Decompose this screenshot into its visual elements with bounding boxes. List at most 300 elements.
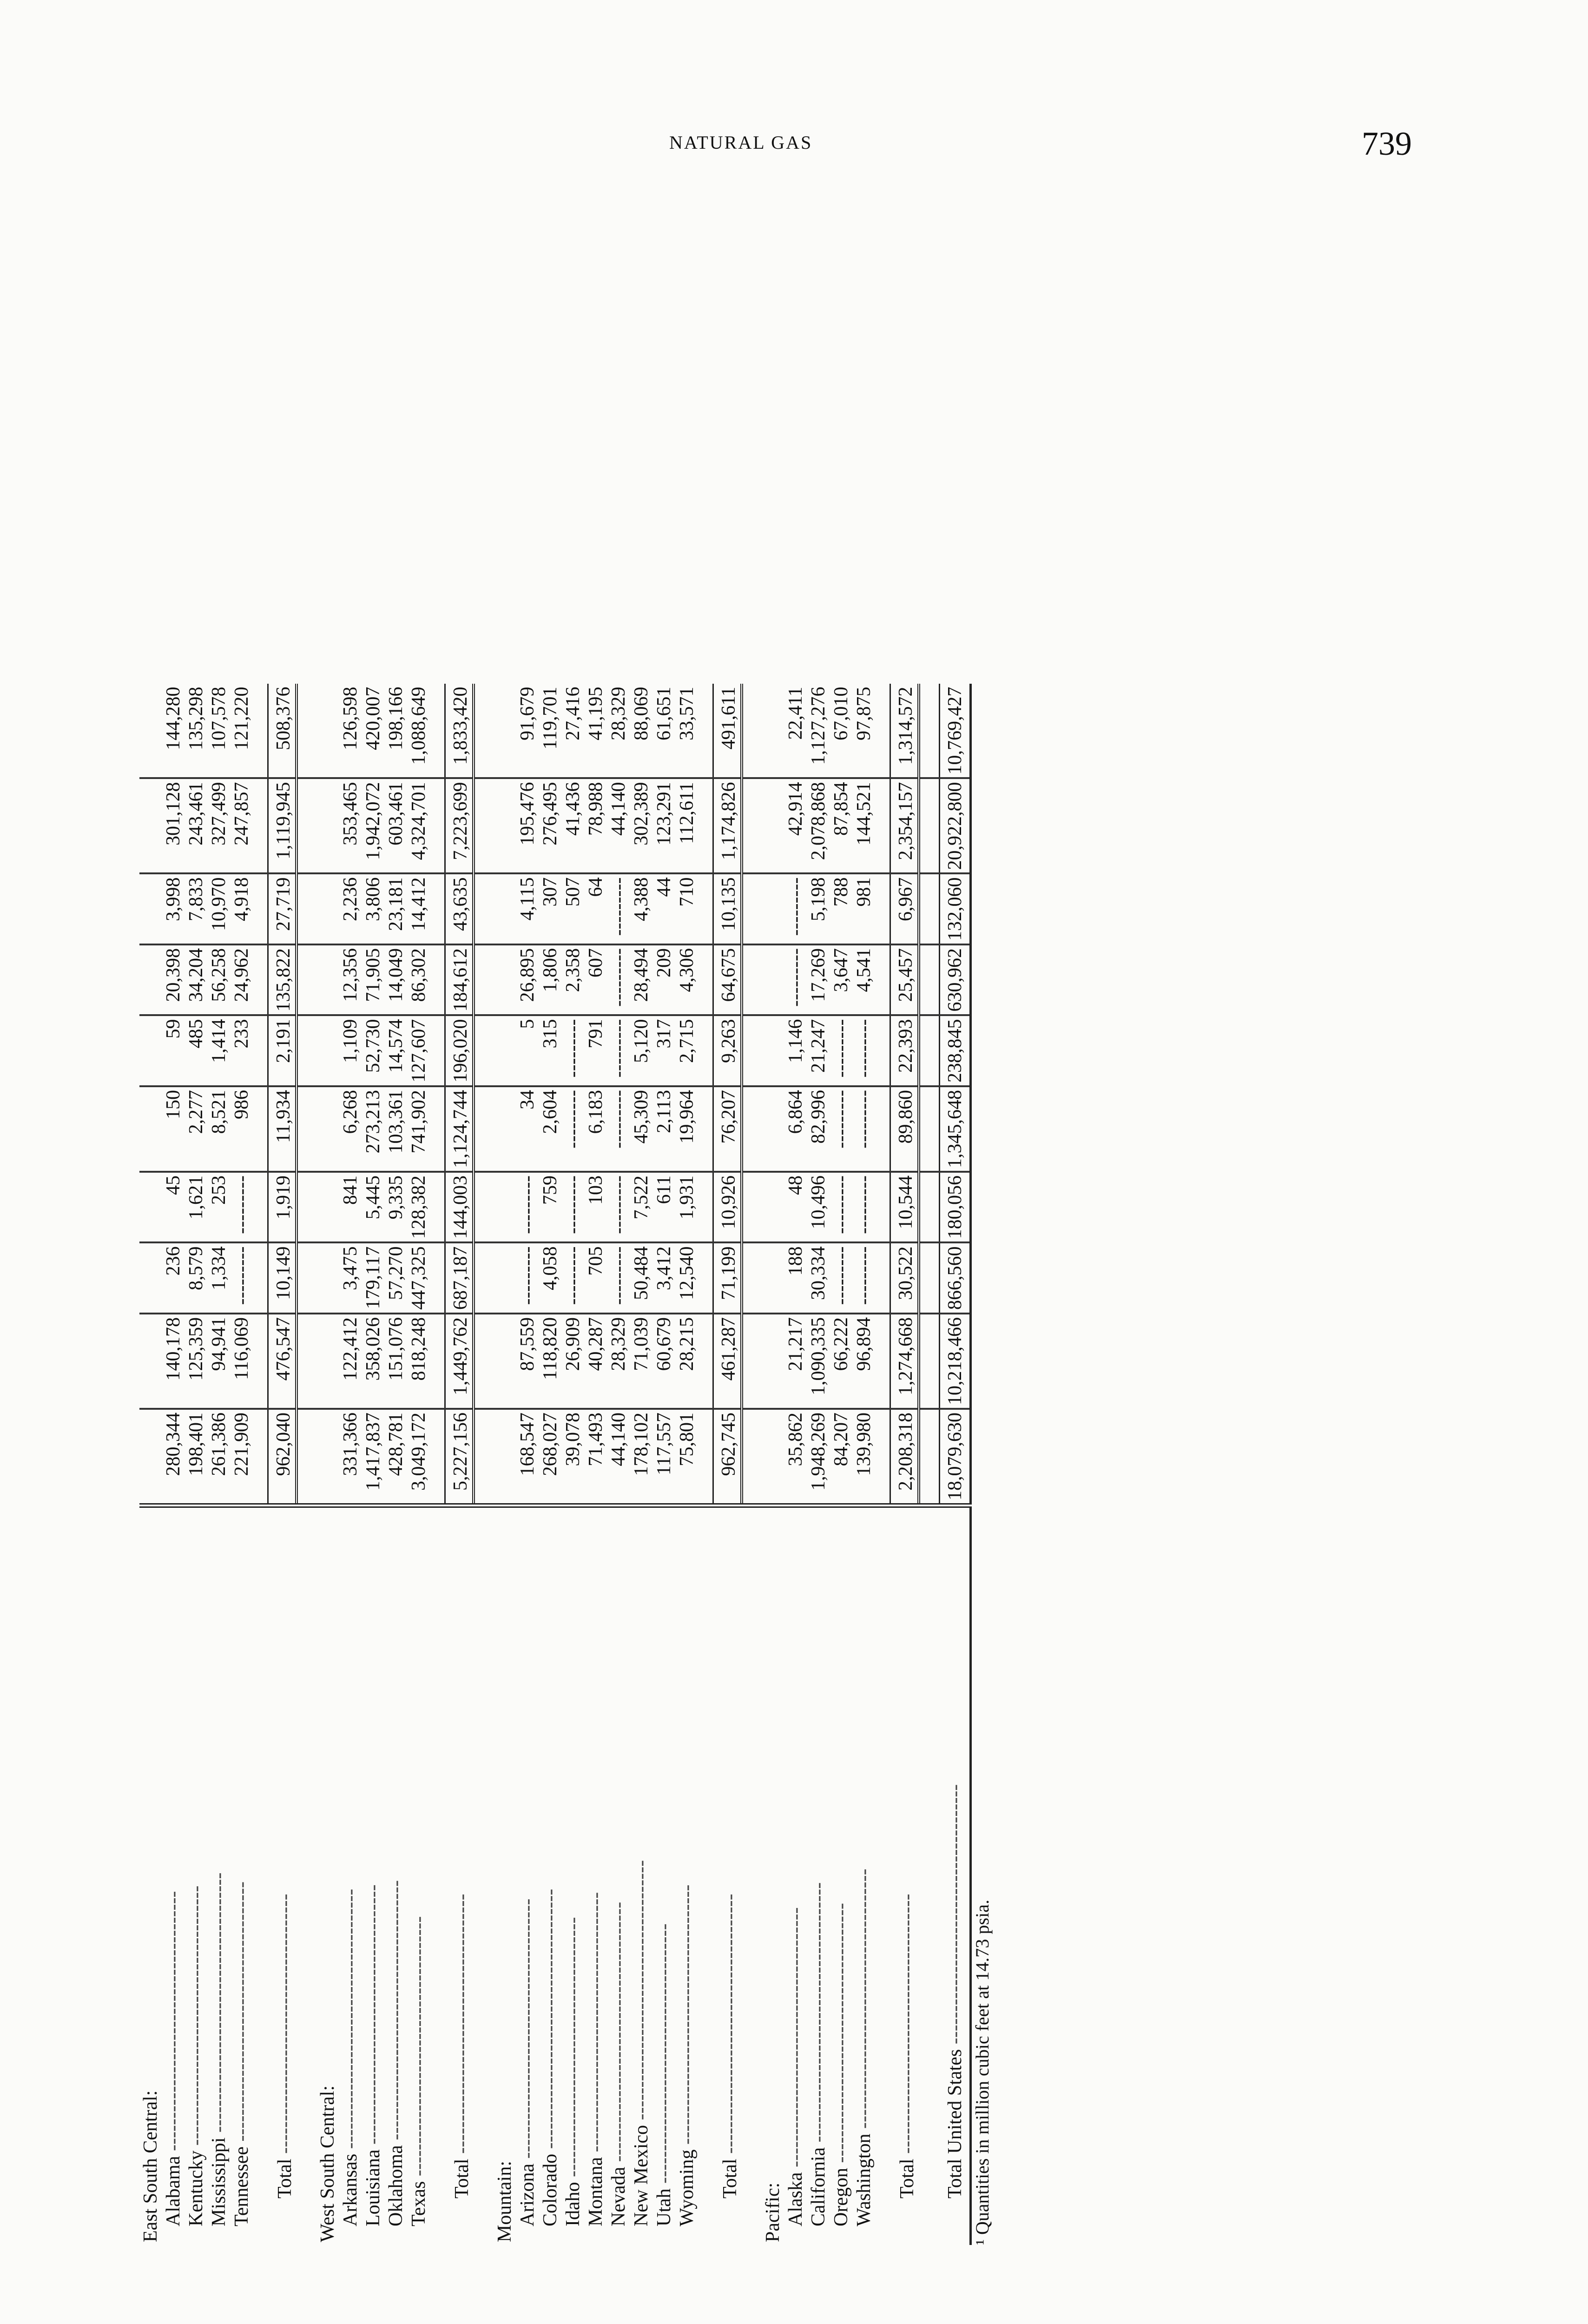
value-cell: 317 (653, 1016, 676, 1087)
value-cell: 428,781 (385, 1409, 408, 1505)
value-cell: 126,598 (339, 684, 362, 779)
value-cell: 5,120 (630, 1016, 653, 1087)
value-cell: 125,359 (185, 1314, 208, 1409)
value-cell: 1,109 (339, 1016, 362, 1087)
row-label-text: California (808, 2147, 829, 2226)
value-cell: 710 (676, 874, 698, 945)
value-cell: 2,715 (676, 1016, 698, 1087)
region-header-row (316, 684, 339, 2245)
row-label (630, 1505, 653, 2245)
leader-dots: ---------------------------------------- (540, 1888, 561, 2154)
row-label-text: Kentucky (185, 2150, 207, 2226)
value-cell: 10,135 (713, 874, 742, 945)
value-cell: 96,894 (853, 1314, 876, 1409)
value-cell: 198,166 (385, 684, 408, 779)
value-cell: --------- (231, 1172, 253, 1243)
value-cell: 34,204 (185, 944, 208, 1016)
value-cell: 127,607 (408, 1016, 430, 1087)
value-cell: 687,187 (445, 1243, 474, 1314)
value-cell: 981 (853, 874, 876, 945)
row-label (339, 1505, 362, 2245)
row-label (830, 1505, 853, 2245)
spacer-row (919, 684, 940, 2245)
footnote: ¹ Quantities in million cubic feet at 14.73 psia. (972, 1900, 993, 2245)
value-cell: 3,475 (339, 1243, 362, 1314)
value-cell: 6,183 (585, 1086, 607, 1172)
value-cell: 21,217 (784, 1314, 807, 1409)
row-label-text: Colorado (540, 2153, 561, 2226)
row-label (890, 1505, 919, 2245)
value-cell: 27,416 (562, 684, 585, 779)
value-cell: 841 (339, 1172, 362, 1243)
value-cell: --------- (516, 1243, 539, 1314)
row-label-text: Total (274, 2159, 296, 2199)
leader-dots: ---------------------------------------- (163, 1891, 184, 2156)
region-total-row (713, 684, 742, 2245)
value-cell: 788 (830, 874, 853, 945)
value-cell: 3,806 (362, 874, 385, 945)
leader-dots: ---------------------------------------- (208, 1872, 230, 2138)
value-cell: 20,922,800 (940, 779, 971, 874)
value-cell: 179,117 (362, 1243, 385, 1314)
state-row (830, 684, 853, 2245)
leader-dots: ---------------------------------------- (896, 1894, 918, 2159)
value-cell: 112,611 (676, 779, 698, 874)
value-cell: 28,494 (630, 944, 653, 1016)
value-cell: 184,612 (445, 944, 474, 1016)
leader-dots: ---------------------------------------- (853, 1868, 875, 2134)
value-cell: --------- (830, 1172, 853, 1243)
value-cell: 1,806 (539, 944, 562, 1016)
value-cell: --------- (607, 1243, 630, 1314)
value-cell: 71,493 (585, 1409, 607, 1505)
state-row (562, 684, 585, 2245)
row-label (653, 1505, 676, 2245)
value-cell: 35,862 (784, 1409, 807, 1505)
leader-dots: ---------------------------------------- (719, 1894, 741, 2159)
value-cell: 30,522 (890, 1243, 919, 1314)
value-cell: 986 (231, 1086, 253, 1172)
state-row (807, 684, 830, 2245)
leader-dots: ---------------------------------------- (944, 1784, 966, 2049)
value-cell: 2,354,157 (890, 779, 919, 874)
row-label-text: Tennessee (231, 2146, 252, 2226)
value-cell: 151,076 (385, 1314, 408, 1409)
value-cell: 144,280 (162, 684, 185, 779)
leader-dots: ---------------------------------------- (385, 1880, 407, 2146)
value-cell: 18,079,630 (940, 1409, 971, 1505)
value-cell: 91,679 (516, 684, 539, 779)
region-total-row (890, 684, 919, 2245)
value-cell: 40,287 (585, 1314, 607, 1409)
spacer-row (698, 684, 713, 2245)
value-cell: 1,334 (208, 1243, 231, 1314)
value-cell: 119,701 (539, 684, 562, 779)
state-row (630, 684, 653, 2245)
value-cell: 139,980 (853, 1409, 876, 1505)
value-cell: 44,140 (607, 779, 630, 874)
value-cell: 23,181 (385, 874, 408, 945)
spacer-row (742, 684, 762, 2245)
region-header-row (762, 684, 784, 2245)
value-cell: 1,127,276 (807, 684, 830, 779)
spacer-row (474, 684, 494, 2245)
value-cell: 14,574 (385, 1016, 408, 1087)
value-cell: 10,149 (268, 1243, 297, 1314)
row-label-text: New Mexico (631, 2125, 652, 2226)
value-cell: 5,198 (807, 874, 830, 945)
value-cell: --------- (562, 1243, 585, 1314)
state-row (408, 684, 430, 2245)
spacer-row (297, 684, 316, 2245)
row-label (445, 1505, 474, 2245)
value-cell: 28,329 (607, 1314, 630, 1409)
state-row (339, 684, 362, 2245)
value-cell: 1,119,945 (268, 779, 297, 874)
value-cell: 4,541 (853, 944, 876, 1016)
value-cell: 221,909 (231, 1409, 253, 1505)
value-cell: 243,461 (185, 779, 208, 874)
row-label (268, 1505, 297, 2245)
state-row (539, 684, 562, 2245)
value-cell: 26,909 (562, 1314, 585, 1409)
value-cell: 188 (784, 1243, 807, 1314)
value-cell: 12,540 (676, 1243, 698, 1314)
value-cell: 14,412 (408, 874, 430, 945)
value-cell: 302,389 (630, 779, 653, 874)
value-cell: 741,902 (408, 1086, 430, 1172)
value-cell: 117,557 (653, 1409, 676, 1505)
value-cell: 20,398 (162, 944, 185, 1016)
spacer-row (430, 684, 445, 2245)
row-label (940, 1505, 971, 2245)
value-cell: 461,287 (713, 1314, 742, 1409)
value-cell: 30,334 (807, 1243, 830, 1314)
value-cell: 168,547 (516, 1409, 539, 1505)
value-cell: 1,942,072 (362, 779, 385, 874)
row-label (562, 1505, 585, 2245)
leader-dots: ---------------------------------------- (830, 1903, 852, 2168)
value-cell: 818,248 (408, 1314, 430, 1409)
value-cell: 45 (162, 1172, 185, 1243)
value-cell: 180,056 (940, 1172, 971, 1243)
value-cell: 88,069 (630, 684, 653, 779)
value-cell: 301,128 (162, 779, 185, 874)
value-cell: 791 (585, 1016, 607, 1087)
value-cell: 94,941 (208, 1314, 231, 1409)
row-label (231, 1505, 253, 2245)
region-header-row (494, 684, 516, 2245)
value-cell: 233 (231, 1016, 253, 1087)
value-cell: 45,309 (630, 1086, 653, 1172)
value-cell: --------- (607, 874, 630, 945)
row-label (784, 1505, 807, 2245)
value-cell: --------- (853, 1172, 876, 1243)
value-cell: 9,335 (385, 1172, 408, 1243)
row-label-text: Nevada (608, 2166, 629, 2226)
state-row (231, 684, 253, 2245)
value-cell: 144,003 (445, 1172, 474, 1243)
value-cell: 10,769,427 (940, 684, 971, 779)
row-label-text: Louisiana (362, 2149, 384, 2226)
value-cell: 315 (539, 1016, 562, 1087)
value-cell: 2,358 (562, 944, 585, 1016)
spacer-row (253, 684, 268, 2245)
value-cell: 26,895 (516, 944, 539, 1016)
value-cell: 8,579 (185, 1243, 208, 1314)
region-name: West South Central: (317, 2085, 338, 2242)
value-cell: 7,522 (630, 1172, 653, 1243)
value-cell: 121,220 (231, 684, 253, 779)
leader-dots: ---------------------------------------- (608, 1901, 629, 2167)
value-cell: 276,495 (539, 779, 562, 874)
row-label-text: Alaska (785, 2172, 806, 2226)
leader-dots: ---------------------------------------- (451, 1894, 473, 2159)
state-row (607, 684, 630, 2245)
value-cell: 6,967 (890, 874, 919, 945)
value-cell: 135,298 (185, 684, 208, 779)
row-label (539, 1505, 562, 2245)
value-cell: 59 (162, 1016, 185, 1087)
value-cell: 5,445 (362, 1172, 385, 1243)
row-label (185, 1505, 208, 2245)
value-cell: 33,571 (676, 684, 698, 779)
value-cell: 630,962 (940, 944, 971, 1016)
value-cell: 82,996 (807, 1086, 830, 1172)
value-cell: 2,604 (539, 1086, 562, 1172)
value-cell: 28,329 (607, 684, 630, 779)
value-cell: 122,412 (339, 1314, 362, 1409)
value-cell: --------- (784, 944, 807, 1016)
state-row (162, 684, 185, 2245)
value-cell: 11,934 (268, 1086, 297, 1172)
value-cell: 22,393 (890, 1016, 919, 1087)
value-cell: 236 (162, 1243, 185, 1314)
value-cell: 1,417,837 (362, 1409, 385, 1505)
running-header: NATURAL GAS (669, 132, 813, 153)
value-cell: 603,461 (385, 779, 408, 874)
value-cell: --------- (607, 1086, 630, 1172)
page-number: 739 (1362, 125, 1412, 162)
value-cell: 140,178 (162, 1314, 185, 1409)
value-cell: 4,388 (630, 874, 653, 945)
value-cell: 22,411 (784, 684, 807, 779)
value-cell: 89,860 (890, 1086, 919, 1172)
value-cell: 1,931 (676, 1172, 698, 1243)
row-label-text: Total (451, 2159, 473, 2199)
value-cell: 198,401 (185, 1409, 208, 1505)
value-cell: 759 (539, 1172, 562, 1243)
state-row (516, 684, 539, 2245)
region-name: Pacific: (762, 2182, 784, 2242)
row-label (807, 1505, 830, 2245)
value-cell: --------- (516, 1172, 539, 1243)
value-cell: 195,476 (516, 779, 539, 874)
row-label-text: Wyoming (676, 2149, 698, 2226)
value-cell: 8,521 (208, 1086, 231, 1172)
gas-data-table (139, 684, 972, 2245)
value-cell: 491,611 (713, 684, 742, 779)
row-label (607, 1505, 630, 2245)
value-cell: 2,208,318 (890, 1409, 919, 1505)
value-cell: 476,547 (268, 1314, 297, 1409)
region-total-row (445, 684, 474, 2245)
leader-dots: ---------------------------------------- (408, 1916, 429, 2181)
leader-dots: ---------------------------------------- (785, 1907, 806, 2172)
value-cell: 10,926 (713, 1172, 742, 1243)
value-cell: --------- (231, 1243, 253, 1314)
state-row (385, 684, 408, 2245)
value-cell: 44,140 (607, 1409, 630, 1505)
value-cell: 1,314,572 (890, 684, 919, 779)
value-cell: 118,820 (539, 1314, 562, 1409)
value-cell: 1,833,420 (445, 684, 474, 779)
row-label (713, 1505, 742, 2245)
value-cell: 962,040 (268, 1409, 297, 1505)
value-cell: 56,258 (208, 944, 231, 1016)
row-label (362, 1505, 385, 2245)
value-cell: 4,115 (516, 874, 539, 945)
value-cell: 273,213 (362, 1086, 385, 1172)
value-cell: 12,356 (339, 944, 362, 1016)
value-cell: 43,635 (445, 874, 474, 945)
row-label (853, 1505, 876, 2245)
value-cell: 41,436 (562, 779, 585, 874)
value-cell: 76,207 (713, 1086, 742, 1172)
value-cell: 10,970 (208, 874, 231, 945)
value-cell: 2,277 (185, 1086, 208, 1172)
value-cell: 2,191 (268, 1016, 297, 1087)
row-label (676, 1505, 698, 2245)
value-cell: 1,124,744 (445, 1086, 474, 1172)
value-cell: 485 (185, 1016, 208, 1087)
state-row (676, 684, 698, 2245)
row-label (585, 1505, 607, 2245)
region-name: Mountain: (494, 2161, 515, 2242)
row-label-text: Utah (653, 2188, 675, 2226)
value-cell: 196,020 (445, 1016, 474, 1087)
value-cell: --------- (853, 1243, 876, 1314)
row-label-text: Washington (853, 2133, 875, 2226)
value-cell: 2,078,868 (807, 779, 830, 874)
leader-dots: ---------------------------------------- (585, 1892, 606, 2157)
row-label (208, 1505, 231, 2245)
value-cell: 2,236 (339, 874, 362, 945)
value-cell: 71,199 (713, 1243, 742, 1314)
value-cell: 86,302 (408, 944, 430, 1016)
value-cell: --------- (562, 1016, 585, 1087)
value-cell: 10,544 (890, 1172, 919, 1243)
value-cell: 238,845 (940, 1016, 971, 1087)
leader-dots: ---------------------------------------- (231, 1882, 252, 2147)
value-cell: 60,679 (653, 1314, 676, 1409)
leader-dots: ---------------------------------------- (562, 1917, 584, 2182)
value-cell: 71,905 (362, 944, 385, 1016)
value-cell: --------- (607, 1016, 630, 1087)
value-cell: 27,719 (268, 874, 297, 945)
value-cell: 1,621 (185, 1172, 208, 1243)
value-cell: 28,215 (676, 1314, 698, 1409)
value-cell: 1,088,649 (408, 684, 430, 779)
value-cell: --------- (853, 1086, 876, 1172)
value-cell: 307 (539, 874, 562, 945)
spacer-row (876, 684, 890, 2245)
value-cell: 25,457 (890, 944, 919, 1016)
state-row (653, 684, 676, 2245)
value-cell: 116,069 (231, 1314, 253, 1409)
region-name: East South Central: (140, 2090, 161, 2242)
leader-dots: ---------------------------------------- (340, 1888, 361, 2154)
value-cell: 132,060 (940, 874, 971, 945)
value-cell: 57,270 (385, 1243, 408, 1314)
value-cell: 5 (516, 1016, 539, 1087)
value-cell: 4,058 (539, 1243, 562, 1314)
value-cell: 128,382 (408, 1172, 430, 1243)
value-cell: 4,918 (231, 874, 253, 945)
value-cell: 34 (516, 1086, 539, 1172)
value-cell: 67,010 (830, 684, 853, 779)
value-cell: 48 (784, 1172, 807, 1243)
value-cell: 135,822 (268, 944, 297, 1016)
value-cell: 97,875 (853, 684, 876, 779)
value-cell: 75,801 (676, 1409, 698, 1505)
value-cell: --------- (607, 1172, 630, 1243)
value-cell: 39,078 (562, 1409, 585, 1505)
rotated-table-container (139, 167, 1022, 2245)
value-cell: 611 (653, 1172, 676, 1243)
value-cell: 14,049 (385, 944, 408, 1016)
value-cell: 6,864 (784, 1086, 807, 1172)
value-cell: 84,207 (830, 1409, 853, 1505)
value-cell: 420,007 (362, 684, 385, 779)
row-label-text: Montana (585, 2157, 606, 2226)
row-label-text: Texas (408, 2181, 429, 2226)
row-label-text: Alabama (163, 2156, 184, 2226)
leader-dots: ---------------------------------------- (274, 1894, 296, 2159)
state-row (362, 684, 385, 2245)
value-cell: 280,344 (162, 1409, 185, 1505)
value-cell: 447,325 (408, 1243, 430, 1314)
value-cell: 64 (585, 874, 607, 945)
state-row (853, 684, 876, 2245)
value-cell: 150 (162, 1086, 185, 1172)
value-cell: 253 (208, 1172, 231, 1243)
value-cell: 209 (653, 944, 676, 1016)
value-cell: 44 (653, 874, 676, 945)
value-cell: 1,146 (784, 1016, 807, 1087)
value-cell: --------- (784, 874, 807, 945)
leader-dots: ---------------------------------------- (631, 1860, 652, 2125)
value-cell: 508,376 (268, 684, 297, 779)
value-cell: 5,227,156 (445, 1409, 474, 1505)
row-label-text: Total United States (944, 2049, 966, 2199)
value-cell: 103,361 (385, 1086, 408, 1172)
value-cell: 42,914 (784, 779, 807, 874)
state-row (585, 684, 607, 2245)
value-cell: 71,039 (630, 1314, 653, 1409)
value-cell: 3,049,172 (408, 1409, 430, 1505)
value-cell: 962,745 (713, 1409, 742, 1505)
value-cell: 3,998 (162, 874, 185, 945)
value-cell: 19,964 (676, 1086, 698, 1172)
row-label (385, 1505, 408, 2245)
value-cell: 358,026 (362, 1314, 385, 1409)
value-cell: 7,833 (185, 874, 208, 945)
leader-dots: ---------------------------------------- (653, 1923, 675, 2189)
value-cell: 4,324,701 (408, 779, 430, 874)
value-cell: 17,269 (807, 944, 830, 1016)
value-cell: 1,274,668 (890, 1314, 919, 1409)
